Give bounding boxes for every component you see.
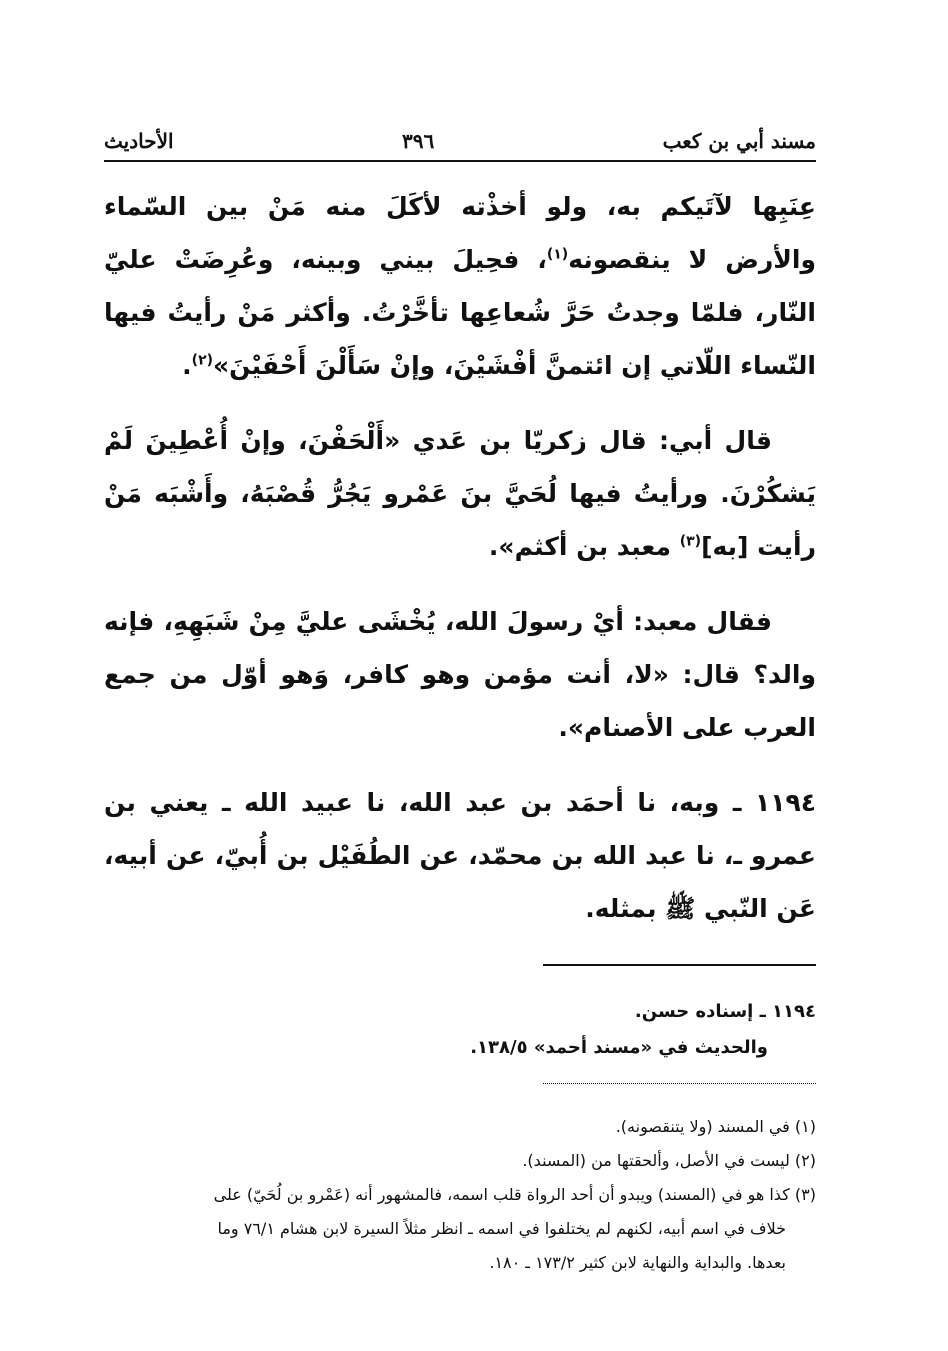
hadith-1194	[104, 776, 816, 935]
hadith-text: ـ وبه، نا أحمَد بن عبد الله، نا عبيد الله ـ يعني بن عمرو ـ، نا عبد الله بن محمّد، عن الطُفَيْل بن أُبيّ، عن أبيه، عَن النّبي ﷺ بمثله.	[104, 788, 816, 923]
paragraph-1-text: عِنَبِها لآتَيكم به، ولو أخذْته لأكَلَ منه مَنْ بين السّماء والأرض لا ينقصونه	[104, 192, 816, 274]
paragraph-2	[104, 414, 816, 573]
footnote-3-cont-1: خلاف في اسم أبيه، لكنهم لم يختلفوا في اسمه ـ انظر مثلاً السيرة لابن هشام ٧٦/١ وما	[217, 1219, 786, 1238]
footnote-3-cont-2: بعدها. والبداية والنهاية لابن كثير ١٧٣/٢ ـ ١٨٠.	[489, 1253, 786, 1272]
paragraph-1	[104, 180, 816, 392]
paragraph-3: فقال معبد: أيْ رسولَ الله، يُخْشَى عليَّ مِنْ شَبَهِهِ، فإنه والد؟ قال: «لا، أنت مؤمن وهو كافر، وَهو أوّل من جمع العرب على الأصنام».	[104, 607, 816, 742]
book-title: مسند أبي بن كعب	[662, 129, 816, 153]
footnote-3: (٣) كذا هو في (المسند) ويبدو أن أحد الرواة قلب اسمه، فالمشهور أنه (عَمْرو بن لُحَيّ) على	[213, 1185, 816, 1204]
hadith-number: ١١٩٤	[754, 788, 816, 817]
section-title: الأحاديث	[104, 129, 174, 153]
footnotes	[104, 1110, 816, 1280]
footnotes-separator	[543, 964, 816, 966]
takhrij-notes	[104, 994, 816, 1066]
page-number: ٣٩٦	[401, 129, 435, 153]
takhrij-line-1: ١١٩٤ ـ إسناده حسن.	[634, 1001, 816, 1022]
paragraph-2-text: قال أبي: قال زكريّا بن عَدي «أَلْحَفْنَ، وإنْ أُعْطِينَ لَمْ يَشكُرْنَ. ورأيتُ فيها لُحَيَّ بنَ عَمْرو يَجُرُّ قُصْبَهُ، وأَشْبَه مَنْ رأيت [به]	[104, 426, 816, 561]
footnote-ref-3: (٣)	[679, 533, 702, 550]
footnote-ref-1: (١)	[546, 246, 569, 263]
paragraph-1-text-cont: ، فحِيلَ بيني وبينه، وعُرِضَتْ عليّ النّار، فلمّا وجدتُ حَرَّ شُعاعِها تأخَّرْتُ. وأكثر مَنْ رأيتُ فيها النّساء اللّاتي إن ائتمنَّ أفْشَيْنَ، وإنْ سَأَلْنَ أَحْفَيْنَ»	[104, 245, 816, 380]
dotted-separator	[543, 1083, 816, 1084]
footnote-ref-2: (٢)	[191, 352, 214, 369]
takhrij-line-2: والحديث في «مسند أحمد» ١٣٨/٥.	[470, 1037, 768, 1058]
header-rule	[104, 160, 816, 162]
paragraph-2-text-cont: معبد بن أكثم».	[488, 532, 680, 561]
paragraph-1-end: .	[182, 351, 192, 380]
footnote-2: (٢) ليست في الأصل، وألحقتها من (المسند).	[522, 1151, 816, 1170]
footnote-1: (١) في المسند (ولا يتنقصونه).	[615, 1117, 816, 1136]
running-header	[104, 118, 816, 154]
main-text	[104, 180, 816, 935]
